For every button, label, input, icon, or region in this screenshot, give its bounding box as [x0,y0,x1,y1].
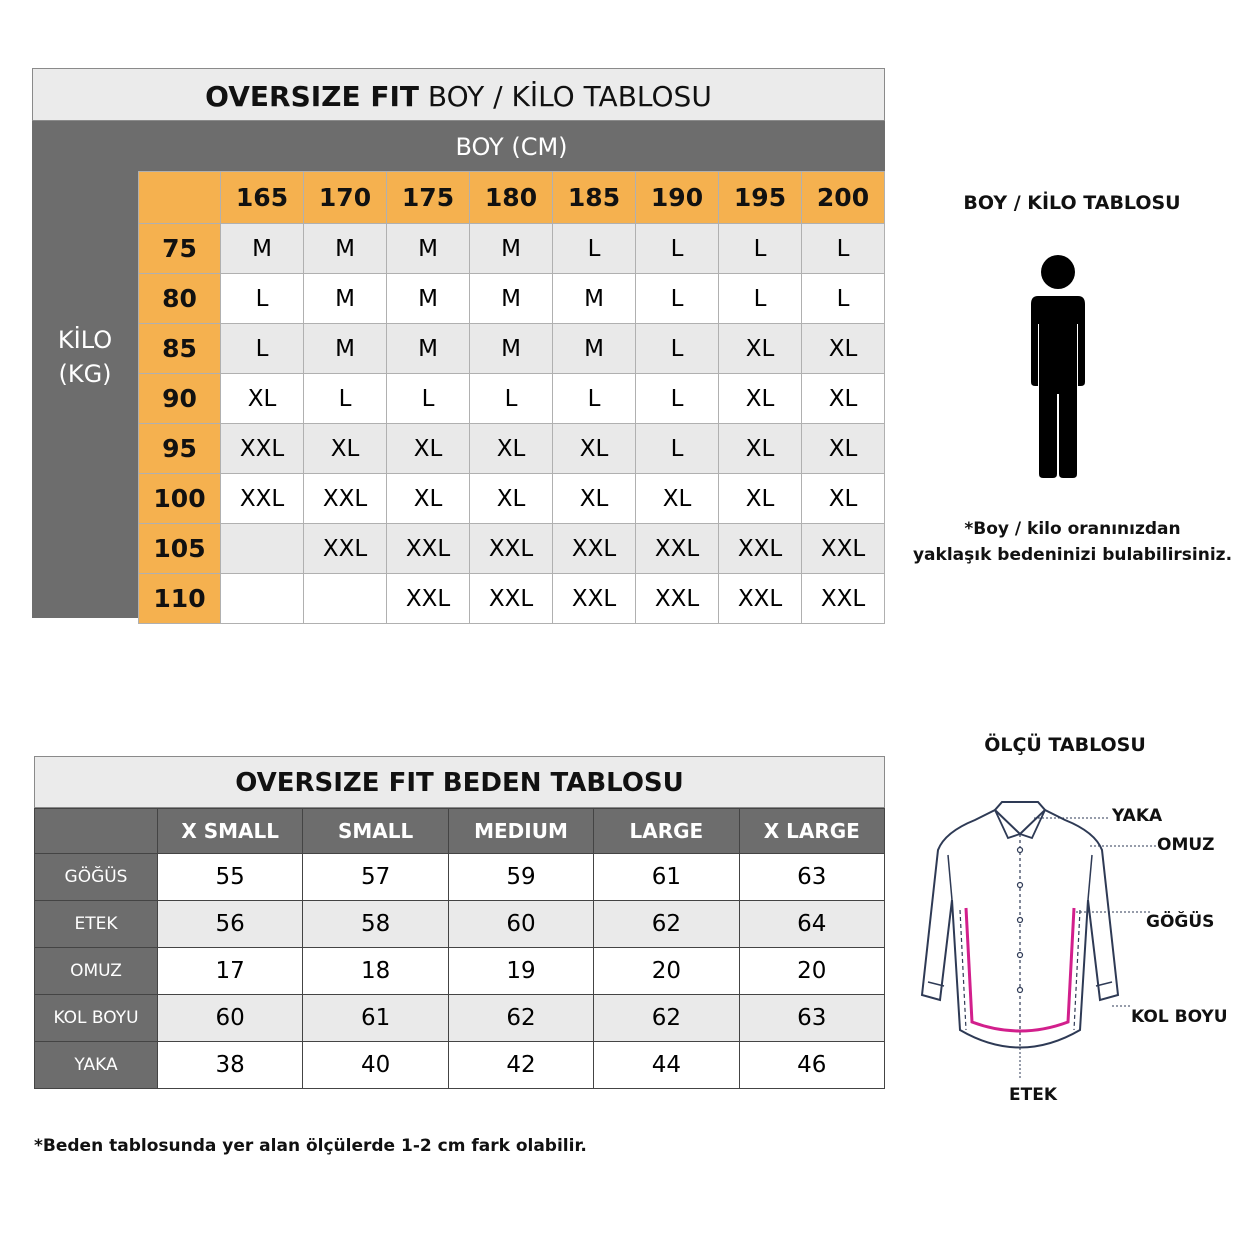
size-cell: L [553,374,636,424]
size-header-cell: LARGE [594,809,739,854]
measure-label-cell: KOL BOYU [35,995,158,1042]
size-cell: XL [553,424,636,474]
corner-cell [35,809,158,854]
height-header-cell: 195 [719,172,802,224]
size-cell: L [719,224,802,274]
size-cell: M [470,274,553,324]
beden-grid [34,808,885,1089]
size-cell: XXL [802,574,885,624]
measure-value-cell: 61 [303,995,448,1042]
size-cell: XL [636,474,719,524]
measure-value-cell: 62 [594,901,739,948]
boy-kilo-table [32,68,887,618]
size-cell: L [636,224,719,274]
table-row [35,901,885,948]
size-cell: L [719,274,802,324]
note-line-1: *Boy / kilo oranınızdan [964,519,1181,539]
measure-value-cell: 46 [739,1042,884,1089]
size-cell: L [387,374,470,424]
measure-value-cell: 64 [739,901,884,948]
measure-value-cell: 55 [158,854,303,901]
size-cell: XXL [304,474,387,524]
table-row [139,424,885,474]
size-header-cell: SMALL [303,809,448,854]
size-cell: XL [719,374,802,424]
measure-value-cell: 56 [158,901,303,948]
boy-kilo-note [900,516,1245,568]
size-cell: M [304,274,387,324]
size-cell: L [470,374,553,424]
size-cell: XXL [470,574,553,624]
size-cell: M [553,324,636,374]
measure-value-cell: 58 [303,901,448,948]
size-cell: L [636,374,719,424]
measure-label-cell: GÖĞÜS [35,854,158,901]
size-cell: XXL [387,574,470,624]
shirt-outline [922,810,1118,1048]
size-cell: M [553,274,636,324]
person-silhouette-icon [1030,254,1086,484]
height-header-cell: 175 [387,172,470,224]
height-header-cell: 190 [636,172,719,224]
table-row [35,1042,885,1089]
yaka-label: YAKA [1112,806,1163,826]
table-row [35,854,885,901]
size-cell: L [221,274,304,324]
measure-value-cell: 62 [448,995,593,1042]
measure-value-cell: 59 [448,854,593,901]
size-cell: M [221,224,304,274]
size-cell: XL [719,324,802,374]
title-bold: OVERSIZE FIT [205,80,419,113]
size-cell: L [802,224,885,274]
size-header-cell: X LARGE [739,809,884,854]
size-cell: XL [719,424,802,474]
size-cell: XL [719,474,802,524]
note-line-2: yaklaşık bedeninizi bulabilirsiniz. [912,545,1233,565]
measure-value-cell: 62 [594,995,739,1042]
size-cell: M [387,324,470,374]
gogus-label: GÖĞÜS [1146,912,1215,932]
olcu-side-heading: ÖLÇÜ TABLOSU [984,734,1146,756]
measure-value-cell: 42 [448,1042,593,1089]
table-row [35,995,885,1042]
height-header-cell: 180 [470,172,553,224]
weight-cell: 95 [139,424,221,474]
boy-kilo-grid [138,171,885,624]
size-cell: XXL [304,524,387,574]
height-header-cell: 200 [802,172,885,224]
kol-boyu-label: KOL BOYU [1131,1007,1228,1027]
table-row [139,524,885,574]
size-cell: XL [802,474,885,524]
boy-kilo-side-heading: BOY / KİLO TABLOSU [963,192,1181,214]
measure-value-cell: 57 [303,854,448,901]
kilo-kg-header [32,323,138,391]
measure-value-cell: 60 [448,901,593,948]
measure-label-cell: ETEK [35,901,158,948]
boy-cm-header: BOY (CM) [455,133,568,161]
beden-table-title: OVERSIZE FIT BEDEN TABLOSU [34,756,885,808]
weight-cell: 80 [139,274,221,324]
size-cell: XXL [387,524,470,574]
weight-cell: 105 [139,524,221,574]
table-row [35,948,885,995]
size-cell: XXL [553,574,636,624]
weight-cell: 110 [139,574,221,624]
size-cell: M [387,224,470,274]
size-header-cell: MEDIUM [448,809,593,854]
table-row [139,324,885,374]
measure-value-cell: 61 [594,854,739,901]
height-header-cell: 165 [221,172,304,224]
table-row [139,374,885,424]
size-cell: XXL [221,474,304,524]
size-cell: L [304,374,387,424]
weight-cell: 75 [139,224,221,274]
weight-cell: 85 [139,324,221,374]
measure-value-cell: 20 [739,948,884,995]
size-cell: M [470,224,553,274]
size-cell: L [636,424,719,474]
size-cell: XL [802,374,885,424]
size-cell: M [387,274,470,324]
size-cell: XL [470,474,553,524]
size-cell: XL [221,374,304,424]
measure-value-cell: 63 [739,854,884,901]
measure-value-cell: 19 [448,948,593,995]
omuz-label: OMUZ [1157,835,1215,855]
size-cell: L [221,324,304,374]
etek-label: ETEK [1009,1085,1057,1105]
height-header-cell: 170 [304,172,387,224]
kg-label: (KG) [58,360,112,388]
measure-value-cell: 60 [158,995,303,1042]
size-header-cell: X SMALL [158,809,303,854]
size-cell: XXL [719,524,802,574]
size-cell: L [636,324,719,374]
kilo-label: KİLO [57,326,113,354]
size-cell: XXL [470,524,553,574]
size-cell [221,574,304,624]
size-cell: XL [802,424,885,474]
measure-label-cell: OMUZ [35,948,158,995]
boy-kilo-table-title [32,68,885,121]
size-cell: M [304,224,387,274]
corner-cell [139,172,221,224]
size-cell [304,574,387,624]
beden-footnote: *Beden tablosunda yer alan ölçülerde 1-2 cm fark olabilir. [34,1136,587,1156]
size-cell: XXL [636,524,719,574]
size-cell: XL [470,424,553,474]
size-cell: XL [553,474,636,524]
measure-label-cell: YAKA [35,1042,158,1089]
size-cell: L [636,274,719,324]
table-row [139,224,885,274]
size-cell: XXL [553,524,636,574]
title-rest: BOY / KİLO TABLOSU [419,80,712,113]
measure-value-cell: 44 [594,1042,739,1089]
size-cell: XL [802,324,885,374]
measure-value-cell: 63 [739,995,884,1042]
size-cell [221,524,304,574]
size-cell: XL [304,424,387,474]
size-cell: XXL [719,574,802,624]
size-cell: M [304,324,387,374]
table-row [139,274,885,324]
size-cell: XXL [802,524,885,574]
size-cell: L [553,224,636,274]
measure-value-cell: 20 [594,948,739,995]
measure-value-cell: 38 [158,1042,303,1089]
size-cell: XL [387,424,470,474]
weight-cell: 100 [139,474,221,524]
size-cell: L [802,274,885,324]
table-row [139,574,885,624]
size-cell: M [470,324,553,374]
size-cell: XXL [636,574,719,624]
table-row [139,474,885,524]
measure-value-cell: 18 [303,948,448,995]
size-cell: XXL [221,424,304,474]
measure-value-cell: 40 [303,1042,448,1089]
beden-table [34,756,885,1087]
weight-cell: 90 [139,374,221,424]
measure-value-cell: 17 [158,948,303,995]
size-cell: XL [387,474,470,524]
height-header-cell: 185 [553,172,636,224]
